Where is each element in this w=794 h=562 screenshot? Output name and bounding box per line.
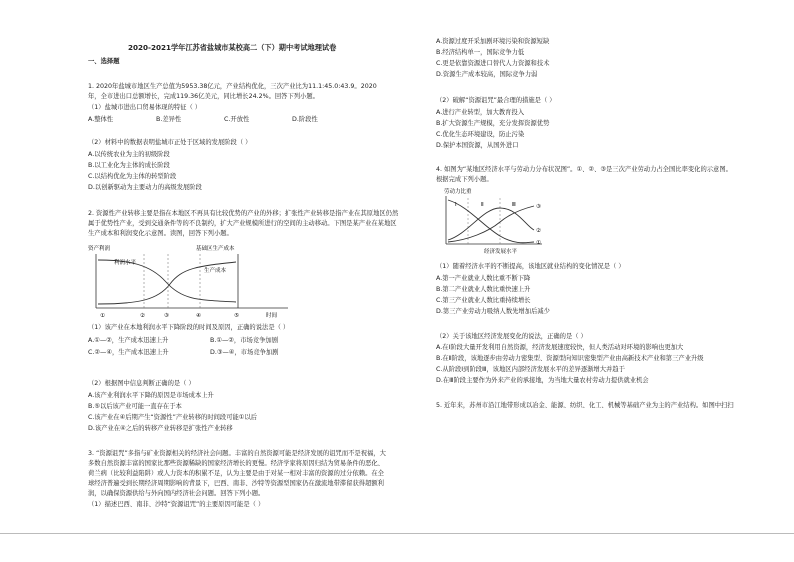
q3-stem: 球经济普遍受到长期经济周期影响的背景下，巴西、南非、沙特等资源型国家仍在激流地带滞留获得超额利 (88, 480, 384, 487)
q4-sub2: （2）关于该地区经济发展变化的说法，正确的是（ ） (436, 333, 587, 340)
q4-stem: 根据完成下列小题。 (436, 176, 493, 183)
chart-marker: ⑤ (234, 313, 239, 319)
q3-sub1-option[interactable]: D.资源生产成本较高，国际竞争力弱 (436, 71, 538, 78)
q2-sub2-option[interactable]: B.⑤以后该产业可能一直存在于本 (88, 403, 182, 410)
chart-stage: Ⅰ (455, 202, 457, 208)
q3-stem: 多数自然资源丰富的国家比那些资源稀缺的国家经济增长的更慢。经济学家将原因归结为贸易条件的恶化、 (88, 460, 384, 467)
chart-marker: ① (100, 313, 105, 319)
q2-stem: 生产成本和利润变化示意图。读图，回答下列小题。 (88, 230, 233, 237)
q2-sub2-option[interactable]: D.该产业在④之后的转移产业转移是扩张性产业转移 (88, 425, 233, 432)
q4-stem: 4. 如图为“某地区经济水平与劳动力分布状况图”。①、②、③是三次产业劳动力占全国比率变化的示意图。 (436, 166, 732, 173)
exam-title: 2020-2021学年江苏省盐城市某校高二（下）期中考试地理试卷 (128, 43, 337, 52)
chart-profit-label: 利润水平 (114, 260, 137, 266)
q1-sub2-option[interactable]: C.以结构优化为主体的转型阶段 (88, 173, 177, 180)
q3-stem: 荷兰病（比较利益陷阱）或人力资本的积累不足，认为主要是由于对某一相对丰富的资源的过分依赖。在全 (88, 470, 384, 477)
q3-sub2-option[interactable]: B.扩大资源生产规模，充分发挥资源优势 (436, 120, 550, 127)
q4-sub2-option[interactable]: D.在Ⅲ阶段主要作为外来产业的承接地，为当地大量农村劳动力提供就业机会 (436, 377, 649, 384)
q1-sub2-option[interactable]: B.以工业化为主体的成长阶段 (88, 162, 170, 169)
q1-sub1-option[interactable]: D.阶段性 (292, 116, 318, 123)
q4-sub1-option[interactable]: B.第二产业就业人数比重快速上升 (436, 286, 531, 293)
q2-sub2-option[interactable]: A.该产业利润水平下降的原因是市场成本上升 (88, 392, 214, 399)
q3-sub1: （1）描述巴西、南非、沙特“资源诅咒”的主要原因可能是（ ） (88, 501, 265, 508)
q1-sub1-option[interactable]: B.差异性 (156, 116, 182, 123)
q4-sub2-option[interactable]: A.在Ⅰ阶段大量开发利用自然资源，经济发展速度较快，但人类活动对环境的影响也更加大 (436, 344, 684, 351)
chart-time-label: 时间 (266, 313, 278, 319)
cost-profit-chart (88, 242, 298, 320)
q2-sub2-option[interactable]: C.该产业在④后期产生“资源性”产业转移的时间段可能①以后 (88, 414, 258, 421)
chart-left-label: 资产利润 (88, 246, 111, 252)
chart-xlabel: 经济发展水平 (484, 249, 518, 255)
q2-sub1-option[interactable]: A.①—②，生产成本迅速上升 (88, 337, 169, 344)
chart-curve-label: ② (536, 228, 541, 234)
q5-stem: 5. 近年来，苏州市沿江地带形成以冶金、能源、纺织、化工、机械等基础产业为主的产业结构。如图中扫扫 (436, 402, 734, 409)
curve-1 (448, 200, 534, 243)
q3-stem: 润，以确保资源供给与外向国内经济社会问题。回答下列小题。 (88, 490, 265, 497)
q1-stem: 1. 2020年盐城市地区生产总值为5953.38亿元，产业结构优化，三次产业比为11.1:45.0:43.9。2020 (88, 83, 377, 90)
q4-sub2-option[interactable]: B.在Ⅱ阶段，该地逐步由劳动力密集型、资源型向知识密集型产业由高新技术产业和第三产业升级 (436, 355, 704, 362)
chart-curve-label: ③ (536, 204, 541, 210)
q2-sub1-option[interactable]: C.②—④，生产成本迅速上升 (88, 349, 169, 356)
q1-sub1-option[interactable]: C.开放性 (224, 116, 250, 123)
profit-curve (98, 260, 236, 302)
chart-ylabel: 劳动力比重 (444, 189, 472, 195)
q1-sub2-option[interactable]: A.以传统农业为主的初级阶段 (88, 151, 170, 158)
q2-sub1-option[interactable]: B.①—②，市场竞争加剧 (210, 337, 278, 344)
q3-sub1-option[interactable]: B.经济结构单一，国际竞争力低 (436, 49, 525, 56)
curve-2 (448, 208, 534, 240)
q1-sub2: （2）材料中的数据表明盐城市正处于区域的发展阶段（ ） (88, 139, 252, 146)
q1-sub1-option[interactable]: A.整体性 (88, 116, 114, 123)
chart-curve-label: ① (536, 240, 541, 246)
q3-sub2-option[interactable]: C.优化生态环境建设，防止污染 (436, 131, 525, 138)
q4-sub1-option[interactable]: D.第三产业劳动力吸纳人数先增加后减少 (436, 308, 550, 315)
q2-stem: 2. 资源性产业转移主要是指在本地区不再具有比较优势的产业的外移；扩张性产业转移是指产业在其原地区仍然 (88, 210, 399, 217)
curve-3 (448, 206, 534, 242)
q2-stem: 属于优势性产业，受到交通条件等的不良制约，扩大产业规模所进行的空间的主动移动。下图是某产业在某地区 (88, 220, 397, 227)
q2-sub2: （2）根据图中信息判断正确的是（ ） (88, 380, 195, 387)
page-divider (0, 533, 794, 534)
chart-marker: ④ (196, 313, 201, 319)
q3-sub2: （2）破解“资源诅咒”最合理的措施是（ ） (436, 97, 556, 104)
q3-sub1-option[interactable]: A.资源过度开采加剧环境污染和资源短缺 (436, 38, 550, 45)
q4-sub2-option[interactable]: C.从阶段Ⅰ到阶段Ⅲ，该地区内部经济发展水平的差异逐渐增大并趋于 (436, 366, 625, 373)
chart-marker: ② (140, 313, 145, 319)
chart-marker: ③ (164, 313, 169, 319)
q1-sub1: （1）盐城市进出口贸易体现的特征（ ） (88, 104, 202, 111)
q4-sub1-option[interactable]: C.第三产业就业人数比重持续增长 (436, 297, 531, 304)
q3-sub1-option[interactable]: C.更是依靠资源进口替代人力资源和技术 (436, 60, 550, 67)
q3-sub2-option[interactable]: A.进行产业转型，加大教育投入 (436, 109, 525, 116)
chart-stage: Ⅲ (512, 202, 516, 208)
chart-stage: Ⅱ (481, 202, 484, 208)
q3-stem: 3. “资源诅咒”多指与矿业资源相关的经济社会问题。丰富的自然资源可能是经济发展的诅咒而不是祝福，大 (88, 450, 386, 457)
section-heading: 一、选择题 (88, 58, 120, 65)
chart-right-label: 基础区生产成本 (196, 246, 235, 252)
q4-sub1-option[interactable]: A.第一产业就业人数比重不断下降 (436, 275, 531, 282)
q2-sub1: （1）该产业在本地利润水平下降阶段的时间及原因，正确的说法是（ ） (88, 324, 290, 331)
q3-sub2-option[interactable]: D.保护本国资源，从国外进口 (436, 142, 519, 149)
chart-cost-label: 生产成本 (204, 268, 227, 274)
q2-sub1-option[interactable]: D.③—④，市场竞争加剧 (210, 349, 279, 356)
q4-sub1: （1）随着经济水平的不断提高，该地区就业结构的变化情况是（ ） (436, 263, 625, 270)
q1-sub2-option[interactable]: D.以创新驱动为主要动力的高级发展阶段 (88, 184, 202, 191)
labor-structure-chart (438, 186, 548, 256)
q1-stem: 年，全市进出口总额增长，完成119.36亿美元，同比增长24.2%。回答下列小题。 (88, 93, 319, 100)
